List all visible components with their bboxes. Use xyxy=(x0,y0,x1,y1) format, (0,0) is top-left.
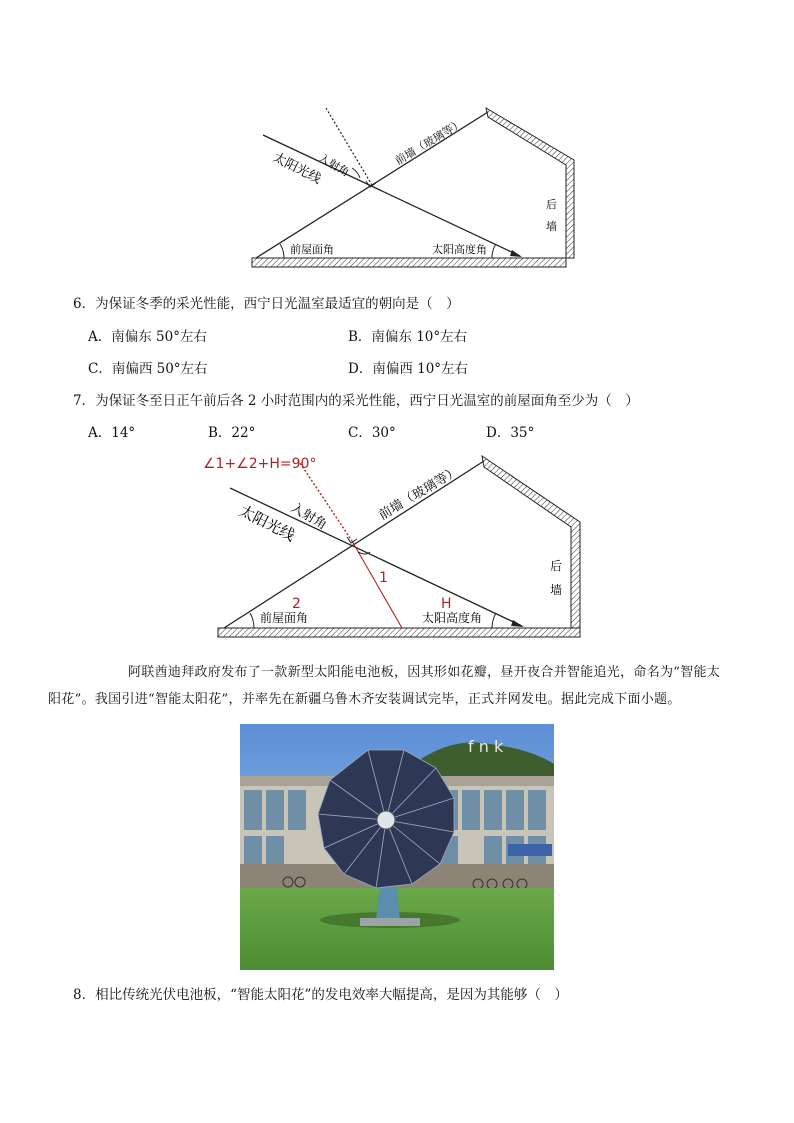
back-wall-label-bottom: 墙 xyxy=(546,220,557,233)
angle-1-label: 1 xyxy=(379,570,388,586)
passage-line-2: 阳花”。我国引进“智能太阳花”，并率先在新疆乌鲁木齐安装调试完毕，正式并网发电。据此完成下面小题。 xyxy=(48,692,681,707)
back-wall-label-top-2: 后 xyxy=(550,559,563,573)
passage-line-1: 阿联酋迪拜政府发布了一款新型太阳能电池板，因其形如花瓣，昼开夜合并智能追光，命名为“智能太 xyxy=(128,665,721,680)
question-7-option-a[interactable]: A．14° xyxy=(88,425,136,441)
angle-2-label: 2 xyxy=(292,596,301,612)
back-wall-label-bottom-2: 墙 xyxy=(550,583,563,597)
solar-altitude-label-2: 太阳高度角 xyxy=(422,611,483,625)
question-7-option-c[interactable]: C．30° xyxy=(348,425,396,441)
back-wall-label-top: 后 xyxy=(546,198,557,211)
angle-h-label: H xyxy=(441,596,452,612)
smart-sunflower-photo xyxy=(240,724,554,970)
photo-watermark: f n k xyxy=(468,737,504,756)
front-roof-angle-label-2: 前屋面角 xyxy=(260,611,309,625)
front-wall-label: 前墙（玻璃等） xyxy=(392,116,466,168)
question-7-option-b[interactable]: B．22° xyxy=(208,425,256,441)
question-7-option-d[interactable]: D．35° xyxy=(486,425,535,441)
question-7-stem: 7．为保证冬至日正午前后各 2 小时范围内的采光性能，西宁日光温室的前屋面角至少为（ ） xyxy=(73,393,639,409)
question-6-option-c[interactable]: C．南偏西 50°左右 xyxy=(88,361,208,377)
angle-formula: ∠1+∠2+H=90° xyxy=(203,456,317,472)
question-6-option-b[interactable]: B．南偏东 10°左右 xyxy=(348,329,468,345)
question-6-option-a[interactable]: A．南偏东 50°左右 xyxy=(88,329,207,345)
greenhouse-diagram-1 xyxy=(240,100,580,275)
question-8-stem: 8．相比传统光伏电池板，“智能太阳花”的发电效率大幅提高，是因为其能够（ ） xyxy=(73,987,568,1003)
passage xyxy=(48,659,728,713)
front-roof-angle-label: 前屋面角 xyxy=(290,243,334,256)
greenhouse-diagram-2 xyxy=(195,448,595,643)
incidence-angle-label-2: 入射角 xyxy=(288,500,330,533)
question-6-stem: 6．为保证冬季的采光性能，西宁日光温室最适宜的朝向是（ ） xyxy=(73,296,460,312)
sun-ray-label: 太阳光线 xyxy=(270,150,324,188)
solar-altitude-label: 太阳高度角 xyxy=(432,243,487,256)
front-wall-label-2: 前墙（玻璃等） xyxy=(376,463,463,524)
incidence-angle-label: 入射角 xyxy=(316,151,352,180)
sun-ray-label-2: 太阳光线 xyxy=(236,501,298,545)
question-6-option-d[interactable]: D．南偏西 10°左右 xyxy=(348,361,469,377)
